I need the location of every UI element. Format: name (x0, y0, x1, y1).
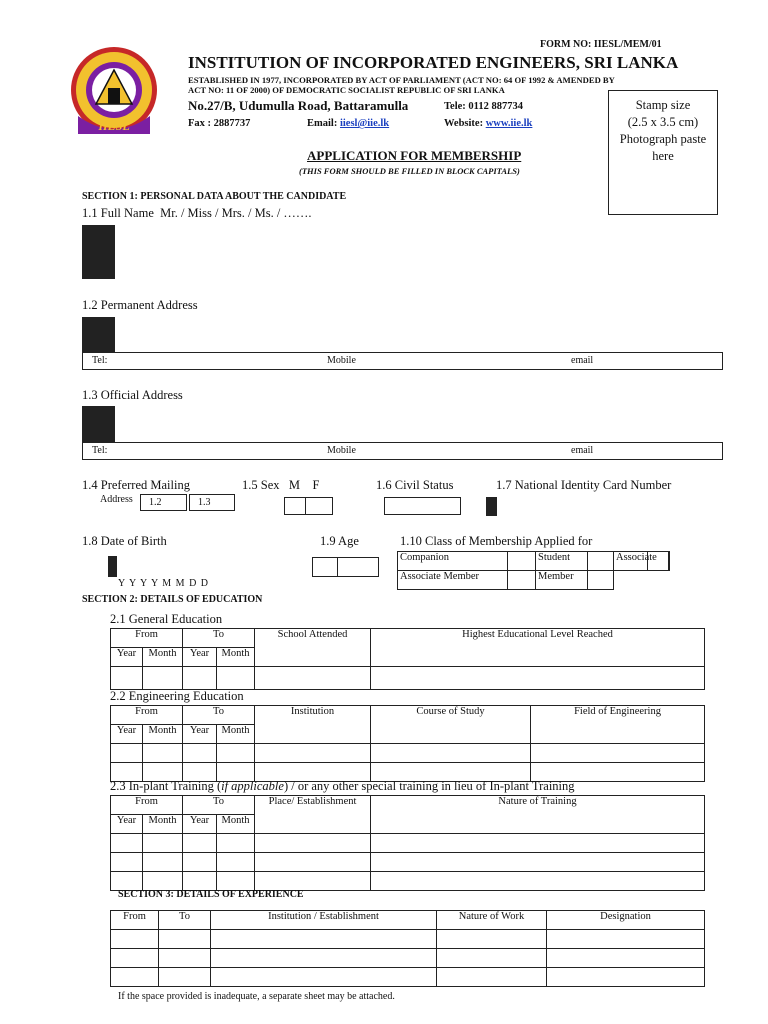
exp-designation: Designation (547, 911, 705, 930)
ee-institution: Institution (255, 706, 371, 744)
dob-format: Y Y Y Y M M D D (118, 578, 210, 589)
address-word: Address (100, 494, 133, 505)
ip-cell[interactable] (183, 834, 217, 853)
ee-cell[interactable] (217, 744, 255, 763)
fax: Fax : 2887737 (188, 118, 251, 129)
preferred-mailing-label: 1.4 Preferred Mailing (82, 478, 190, 492)
exp-cell[interactable] (437, 930, 547, 949)
photo-line-1: Stamp size (635, 98, 691, 112)
ge-cell[interactable] (255, 667, 371, 690)
website-label: Website: (444, 118, 484, 129)
experience-table (110, 910, 705, 987)
official-address-cell[interactable] (114, 407, 115, 425)
section1-title: SECTION 1: PERSONAL DATA ABOUT THE CANDIDATE (82, 191, 347, 202)
ip-cell[interactable] (143, 872, 183, 891)
ge-to: To (183, 629, 255, 648)
full-name-label: 1.1 Full Name Mr. / Miss / Mrs. / Ms. / ……. (82, 206, 312, 220)
civil-status-label: 1.6 Civil Status (376, 478, 454, 492)
ee-to-month: Month (217, 725, 255, 744)
exp-cell[interactable] (437, 949, 547, 968)
full-name-table (82, 225, 115, 279)
off-email-label: email (571, 445, 594, 456)
full-name-cell[interactable] (114, 261, 115, 279)
inplant-training-label: 2.3 In-plant Training (if applicable) / or any other special training in lieu of In-plant Training (110, 779, 575, 793)
exp-cell[interactable] (111, 949, 159, 968)
sex-m-box[interactable] (284, 497, 306, 515)
permanent-contact-row[interactable] (82, 352, 723, 370)
section2-title: SECTION 2: DETAILS OF EDUCATION (82, 594, 263, 605)
perm-tel-label: Tel: (92, 355, 108, 366)
ip-cell[interactable] (255, 834, 371, 853)
photo-line-3: Photograph paste (619, 132, 707, 146)
nic-label: 1.7 National Identity Card Number (496, 478, 672, 492)
ge-cell[interactable] (371, 667, 705, 690)
ip-cell[interactable] (183, 853, 217, 872)
civil-status-box[interactable] (384, 497, 461, 515)
website-line (444, 118, 532, 129)
email-label: Email: (307, 118, 338, 129)
ip-cell[interactable] (183, 872, 217, 891)
age-box-1[interactable] (312, 557, 338, 577)
class-companion: Companion (398, 552, 508, 571)
ip-to: To (183, 796, 255, 815)
ip-cell[interactable] (255, 853, 371, 872)
ip-cell[interactable] (111, 853, 143, 872)
sex-f-box[interactable] (305, 497, 333, 515)
mailing-option-1-3[interactable]: 1.3 (189, 494, 235, 511)
exp-cell[interactable] (547, 949, 705, 968)
off-mobile-label: Mobile (327, 445, 356, 456)
exp-cell[interactable] (547, 930, 705, 949)
exp-cell[interactable] (159, 968, 211, 987)
exp-cell[interactable] (159, 949, 211, 968)
ip-cell[interactable] (217, 872, 255, 891)
nic-cell[interactable] (496, 498, 497, 516)
ee-to: To (183, 706, 255, 725)
membership-class-table (397, 551, 670, 590)
ge-to-year: Year (183, 648, 217, 667)
ip-cell[interactable] (111, 834, 143, 853)
official-address-label: 1.3 Official Address (82, 388, 183, 402)
class-associate: Associate (614, 552, 670, 571)
age-box-2[interactable] (337, 557, 379, 577)
perm-mobile-label: Mobile (327, 355, 356, 366)
ip-to-month: Month (217, 815, 255, 834)
full-name-cell[interactable] (114, 243, 115, 261)
ee-from: From (111, 706, 183, 725)
official-contact-row[interactable] (82, 442, 723, 460)
ip-cell[interactable] (371, 853, 705, 872)
ee-to-year: Year (183, 725, 217, 744)
ip-from-month: Month (143, 815, 183, 834)
exp-to: To (159, 911, 211, 930)
ip-cell[interactable] (255, 872, 371, 891)
class-companion-box[interactable] (508, 552, 536, 571)
permanent-address-cell[interactable] (114, 318, 115, 336)
institution-address: No.27/B, Udumulla Road, Battaramulla (188, 98, 409, 113)
mailing-option-1-2[interactable]: 1.2 (140, 494, 187, 511)
ip-from-year: Year (111, 815, 143, 834)
ip-nature: Nature of Training (371, 796, 705, 834)
ge-highest: Highest Educational Level Reached (371, 629, 705, 667)
form-subtitle: (THIS FORM SHOULD BE FILLED IN BLOCK CAPITALS) (299, 166, 520, 176)
nic-table (486, 497, 497, 516)
official-address-table (82, 406, 115, 442)
ee-cell[interactable] (143, 744, 183, 763)
ee-cell[interactable] (531, 744, 705, 763)
dob-cell[interactable] (116, 557, 117, 577)
exp-cell[interactable] (547, 968, 705, 987)
exp-cell[interactable] (211, 930, 437, 949)
ip-to-year: Year (183, 815, 217, 834)
ge-cell[interactable] (183, 667, 217, 690)
photo-line-4: here (652, 149, 674, 163)
ip-cell[interactable] (143, 853, 183, 872)
photo-box[interactable] (608, 90, 718, 215)
ip-from: From (111, 796, 183, 815)
age-label: 1.9 Age (320, 534, 359, 548)
sex-label: 1.5 Sex M F (242, 478, 320, 492)
ge-school: School Attended (255, 629, 371, 667)
exp-institution: Institution / Establishment (211, 911, 437, 930)
established-line-1: ESTABLISHED IN 1977, INCORPORATED BY ACT OF PARLIAMENT (ACT NO: 64 OF 1992 & AMENDED BY (188, 75, 615, 85)
ee-cell[interactable] (183, 744, 217, 763)
ge-from: From (111, 629, 183, 648)
photo-line-2: (2.5 x 3.5 cm) (627, 115, 699, 129)
ge-cell[interactable] (143, 667, 183, 690)
engineering-education-table (110, 705, 705, 782)
official-address-cell[interactable] (114, 424, 115, 442)
exp-from: From (111, 911, 159, 930)
general-education-label: 2.1 General Education (110, 612, 223, 626)
exp-cell[interactable] (211, 949, 437, 968)
exp-cell[interactable] (111, 930, 159, 949)
ee-field: Field of Engineering (531, 706, 705, 744)
form-title: APPLICATION FOR MEMBERSHIP (307, 148, 522, 163)
exp-cell[interactable] (111, 968, 159, 987)
ge-to-month: Month (217, 648, 255, 667)
general-education-table (110, 628, 705, 690)
email-link[interactable]: iiesl@iie.lk (339, 118, 390, 129)
ge-from-year: Year (111, 648, 143, 667)
class-member-box[interactable] (588, 571, 614, 590)
form-number: FORM NO: IIESL/MEM/01 (540, 39, 662, 50)
class-member: Member (536, 571, 588, 590)
ee-from-year: Year (111, 725, 143, 744)
permanent-address-label: 1.2 Permanent Address (82, 298, 198, 312)
dob-label: 1.8 Date of Birth (82, 534, 167, 548)
website-link[interactable]: www.iie.lk (485, 118, 533, 129)
exp-cell[interactable] (211, 968, 437, 987)
ee-cell[interactable] (371, 744, 531, 763)
full-name-cell[interactable] (114, 226, 115, 244)
ge-from-month: Month (143, 648, 183, 667)
ip-cell[interactable] (111, 872, 143, 891)
ge-cell[interactable] (111, 667, 143, 690)
email-line (307, 118, 389, 129)
permanent-address-table (82, 317, 115, 353)
ge-cell[interactable] (217, 667, 255, 690)
established-line-2: ACT NO: 11 OF 2000) OF DEMOCRATIC SOCIALIST REPUBLIC OF SRI LANKA (188, 85, 505, 95)
class-associate-box[interactable] (647, 551, 669, 571)
engineering-education-label: 2.2 Engineering Education (110, 689, 244, 703)
perm-email-label: email (571, 355, 594, 366)
dob-table (108, 556, 117, 577)
ip-cell[interactable] (371, 872, 705, 891)
class-student: Student (536, 552, 588, 571)
exp-cell[interactable] (437, 968, 547, 987)
membership-class-label: 1.10 Class of Membership Applied for (400, 534, 593, 548)
ee-cell[interactable] (255, 744, 371, 763)
ip-cell[interactable] (371, 834, 705, 853)
off-tel-label: Tel: (92, 445, 108, 456)
exp-nature: Nature of Work (437, 911, 547, 930)
class-associate-member-box[interactable] (508, 571, 536, 590)
class-associate-member: Associate Member (398, 571, 508, 590)
ip-cell[interactable] (143, 834, 183, 853)
telephone: Tele: 0112 887734 (444, 101, 523, 112)
svg-text:IIESL: IIESL (98, 119, 130, 133)
experience-note: If the space provided is inadequate, a separate sheet may be attached. (118, 991, 395, 1002)
class-student-box[interactable] (588, 552, 614, 571)
section3-title: SECTION 3: DETAILS OF EXPERIENCE (118, 889, 304, 900)
ip-cell[interactable] (217, 834, 255, 853)
inplant-training-table (110, 795, 705, 891)
ee-course: Course of Study (371, 706, 531, 744)
institution-logo (68, 44, 160, 144)
permanent-address-cell[interactable] (114, 335, 115, 353)
ip-place: Place/ Establishment (255, 796, 371, 834)
exp-cell[interactable] (159, 930, 211, 949)
ip-cell[interactable] (217, 853, 255, 872)
institution-name: INSTITUTION OF INCORPORATED ENGINEERS, SRI LANKA (188, 53, 679, 72)
ee-from-month: Month (143, 725, 183, 744)
ee-cell[interactable] (111, 744, 143, 763)
